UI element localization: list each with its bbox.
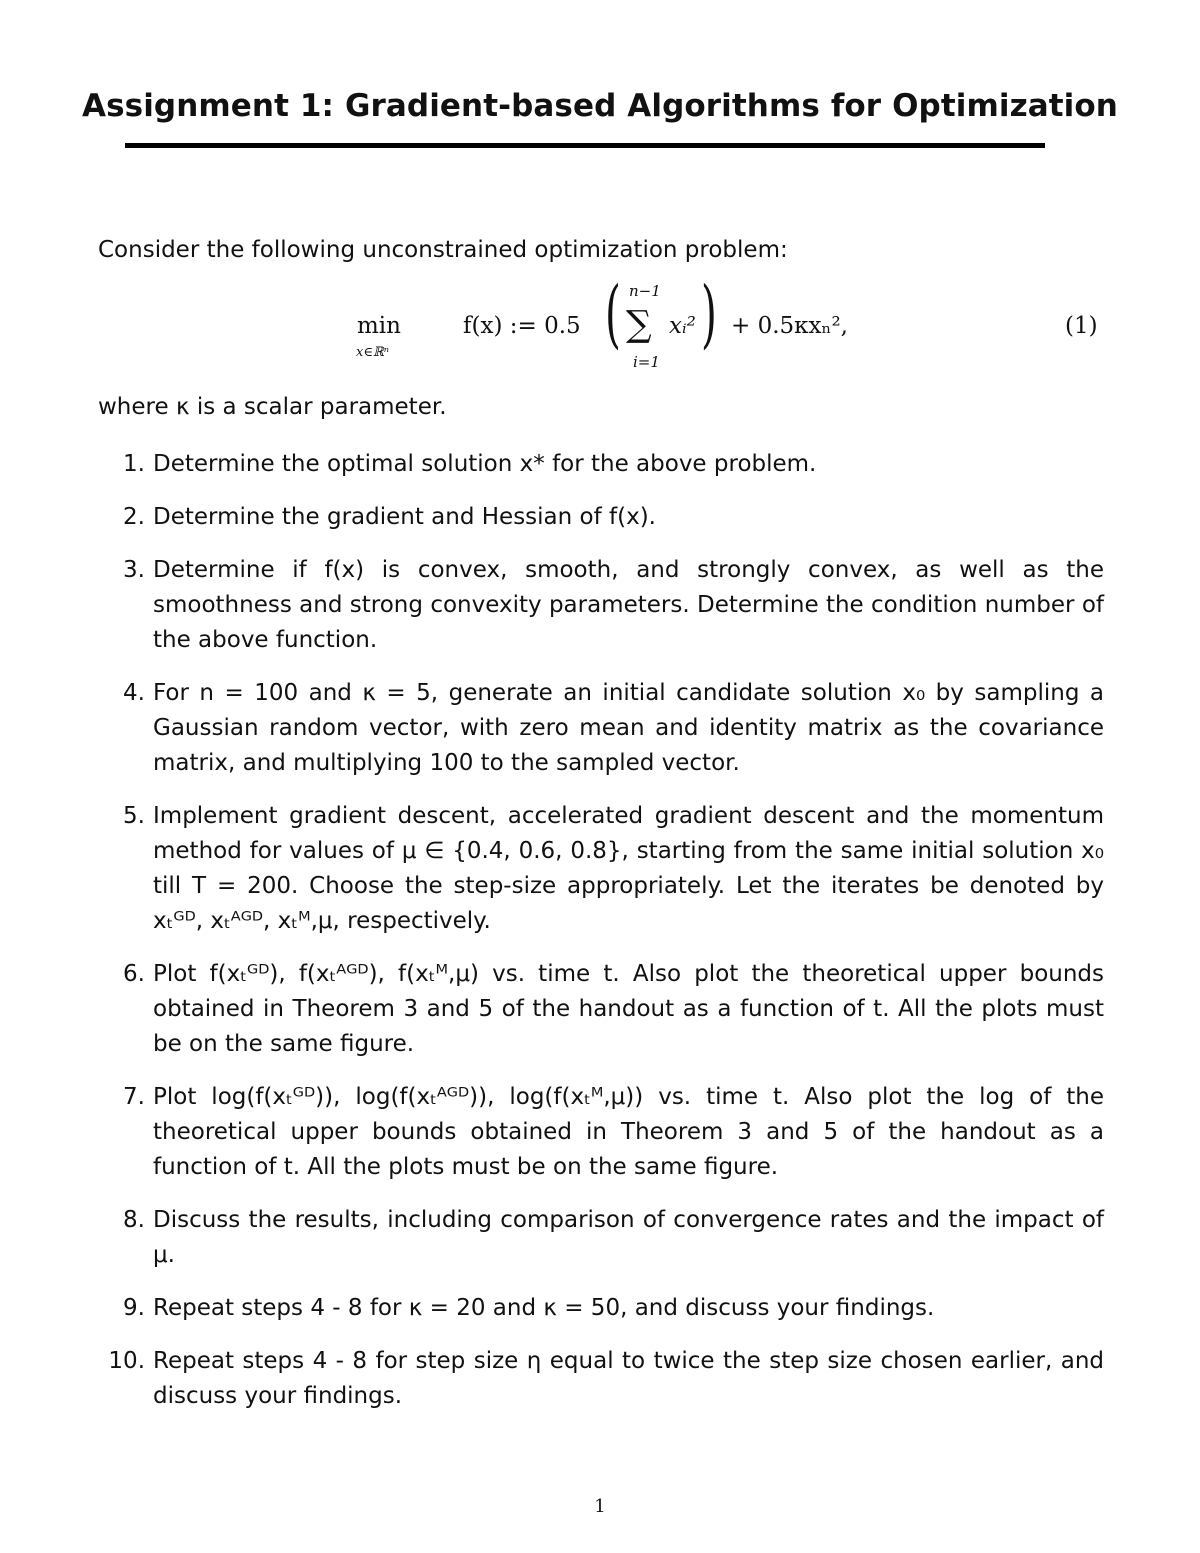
equation-sum-symbol: ∑ <box>626 304 652 345</box>
page-number: 1 <box>594 1496 606 1517</box>
equation-summand: xᵢ² <box>669 313 696 339</box>
equation-min-subscript: x∈ℝⁿ <box>356 345 390 360</box>
list-item-text: Discuss the results, including comparison of convergence rates and the impact of μ. <box>153 1207 1104 1268</box>
list-item <box>98 799 1104 939</box>
equation-right-paren: ) <box>701 271 717 357</box>
list-item-text: Repeat steps 4 - 8 for step size η equal to twice the step size chosen earlier, and discuss your findings. <box>153 1348 1104 1409</box>
equation-number: (1) <box>1065 313 1098 339</box>
title-rule <box>125 143 1045 148</box>
list-item <box>98 553 1104 658</box>
list-item-number: 2. <box>123 504 145 530</box>
equation-sum-lower: i=1 <box>633 353 660 371</box>
list-item <box>98 447 1104 482</box>
equation-rhs: + 0.5κxₙ², <box>731 313 848 339</box>
list-item <box>98 957 1104 1062</box>
equation-lhs: f(x) := 0.5 <box>463 313 581 339</box>
list-item-number: 7. <box>123 1084 145 1110</box>
list-item-number: 8. <box>123 1207 145 1233</box>
list-item-text: Determine the optimal solution x* for the above problem. <box>153 451 817 477</box>
list-item-text: Plot log(f(xₜᴳᴰ)), log(f(xₜᴬᴳᴰ)), log(f(xₜᴹ,μ)) vs. time t. Also plot the log of the theoretical upper bounds obtained in Theorem 3 and 5 of the handout as a function of t. All the plots must be on the same figure. <box>153 1084 1104 1180</box>
list-item <box>98 676 1104 781</box>
equation-1 <box>0 271 1200 380</box>
list-item <box>98 1291 1104 1326</box>
page-title: Assignment 1: Gradient-based Algorithms for Optimization <box>82 88 1118 124</box>
list-item-number: 3. <box>123 557 145 583</box>
list-item <box>98 1344 1104 1414</box>
list-item-number: 4. <box>123 680 145 706</box>
equation-left-paren: ( <box>605 271 621 357</box>
list-item-text: Determine if f(x) is convex, smooth, and strongly convex, as well as the smoothness and strong convexity parameters. Determine the condition number of the above function. <box>153 557 1104 653</box>
list-item-text: Implement gradient descent, accelerated gradient descent and the momentum method for values of μ ∈ {0.4, 0.6, 0.8}, starting from the same initial solution x₀ till T = 200. Choose the step-size appropriately. Let the iterates be denoted by xₜᴳᴰ, xₜᴬᴳᴰ, xₜᴹ,μ, respectively. <box>153 803 1104 934</box>
list-item-text: Repeat steps 4 - 8 for κ = 20 and κ = 50, and discuss your findings. <box>153 1295 935 1321</box>
equation-sum-upper: n−1 <box>629 282 661 300</box>
list-item <box>98 1203 1104 1273</box>
list-item-number: 10. <box>108 1348 145 1374</box>
list-item-number: 5. <box>123 803 145 829</box>
task-list <box>98 447 1104 1432</box>
list-item-text: Determine the gradient and Hessian of f(x). <box>153 504 656 530</box>
list-item-text: For n = 100 and κ = 5, generate an initial candidate solution x₀ by sampling a Gaussian random vector, with zero mean and identity matrix as the covariance matrix, and multiplying 100 to the sampled vector. <box>153 680 1104 776</box>
list-item <box>98 1080 1104 1185</box>
list-item-number: 9. <box>123 1295 145 1321</box>
parameter-note: where κ is a scalar parameter. <box>98 394 447 420</box>
list-item-number: 1. <box>123 451 145 477</box>
list-item <box>98 500 1104 535</box>
list-item-text: Plot f(xₜᴳᴰ), f(xₜᴬᴳᴰ), f(xₜᴹ,μ) vs. time t. Also plot the theoretical upper bounds obtained in Theorem 3 and 5 of the handout as a function of t. All the plots must be on the same figure. <box>153 961 1104 1057</box>
intro-paragraph: Consider the following unconstrained optimization problem: <box>98 237 788 263</box>
equation-min-operator: min <box>357 313 401 339</box>
list-item-number: 6. <box>123 961 145 987</box>
